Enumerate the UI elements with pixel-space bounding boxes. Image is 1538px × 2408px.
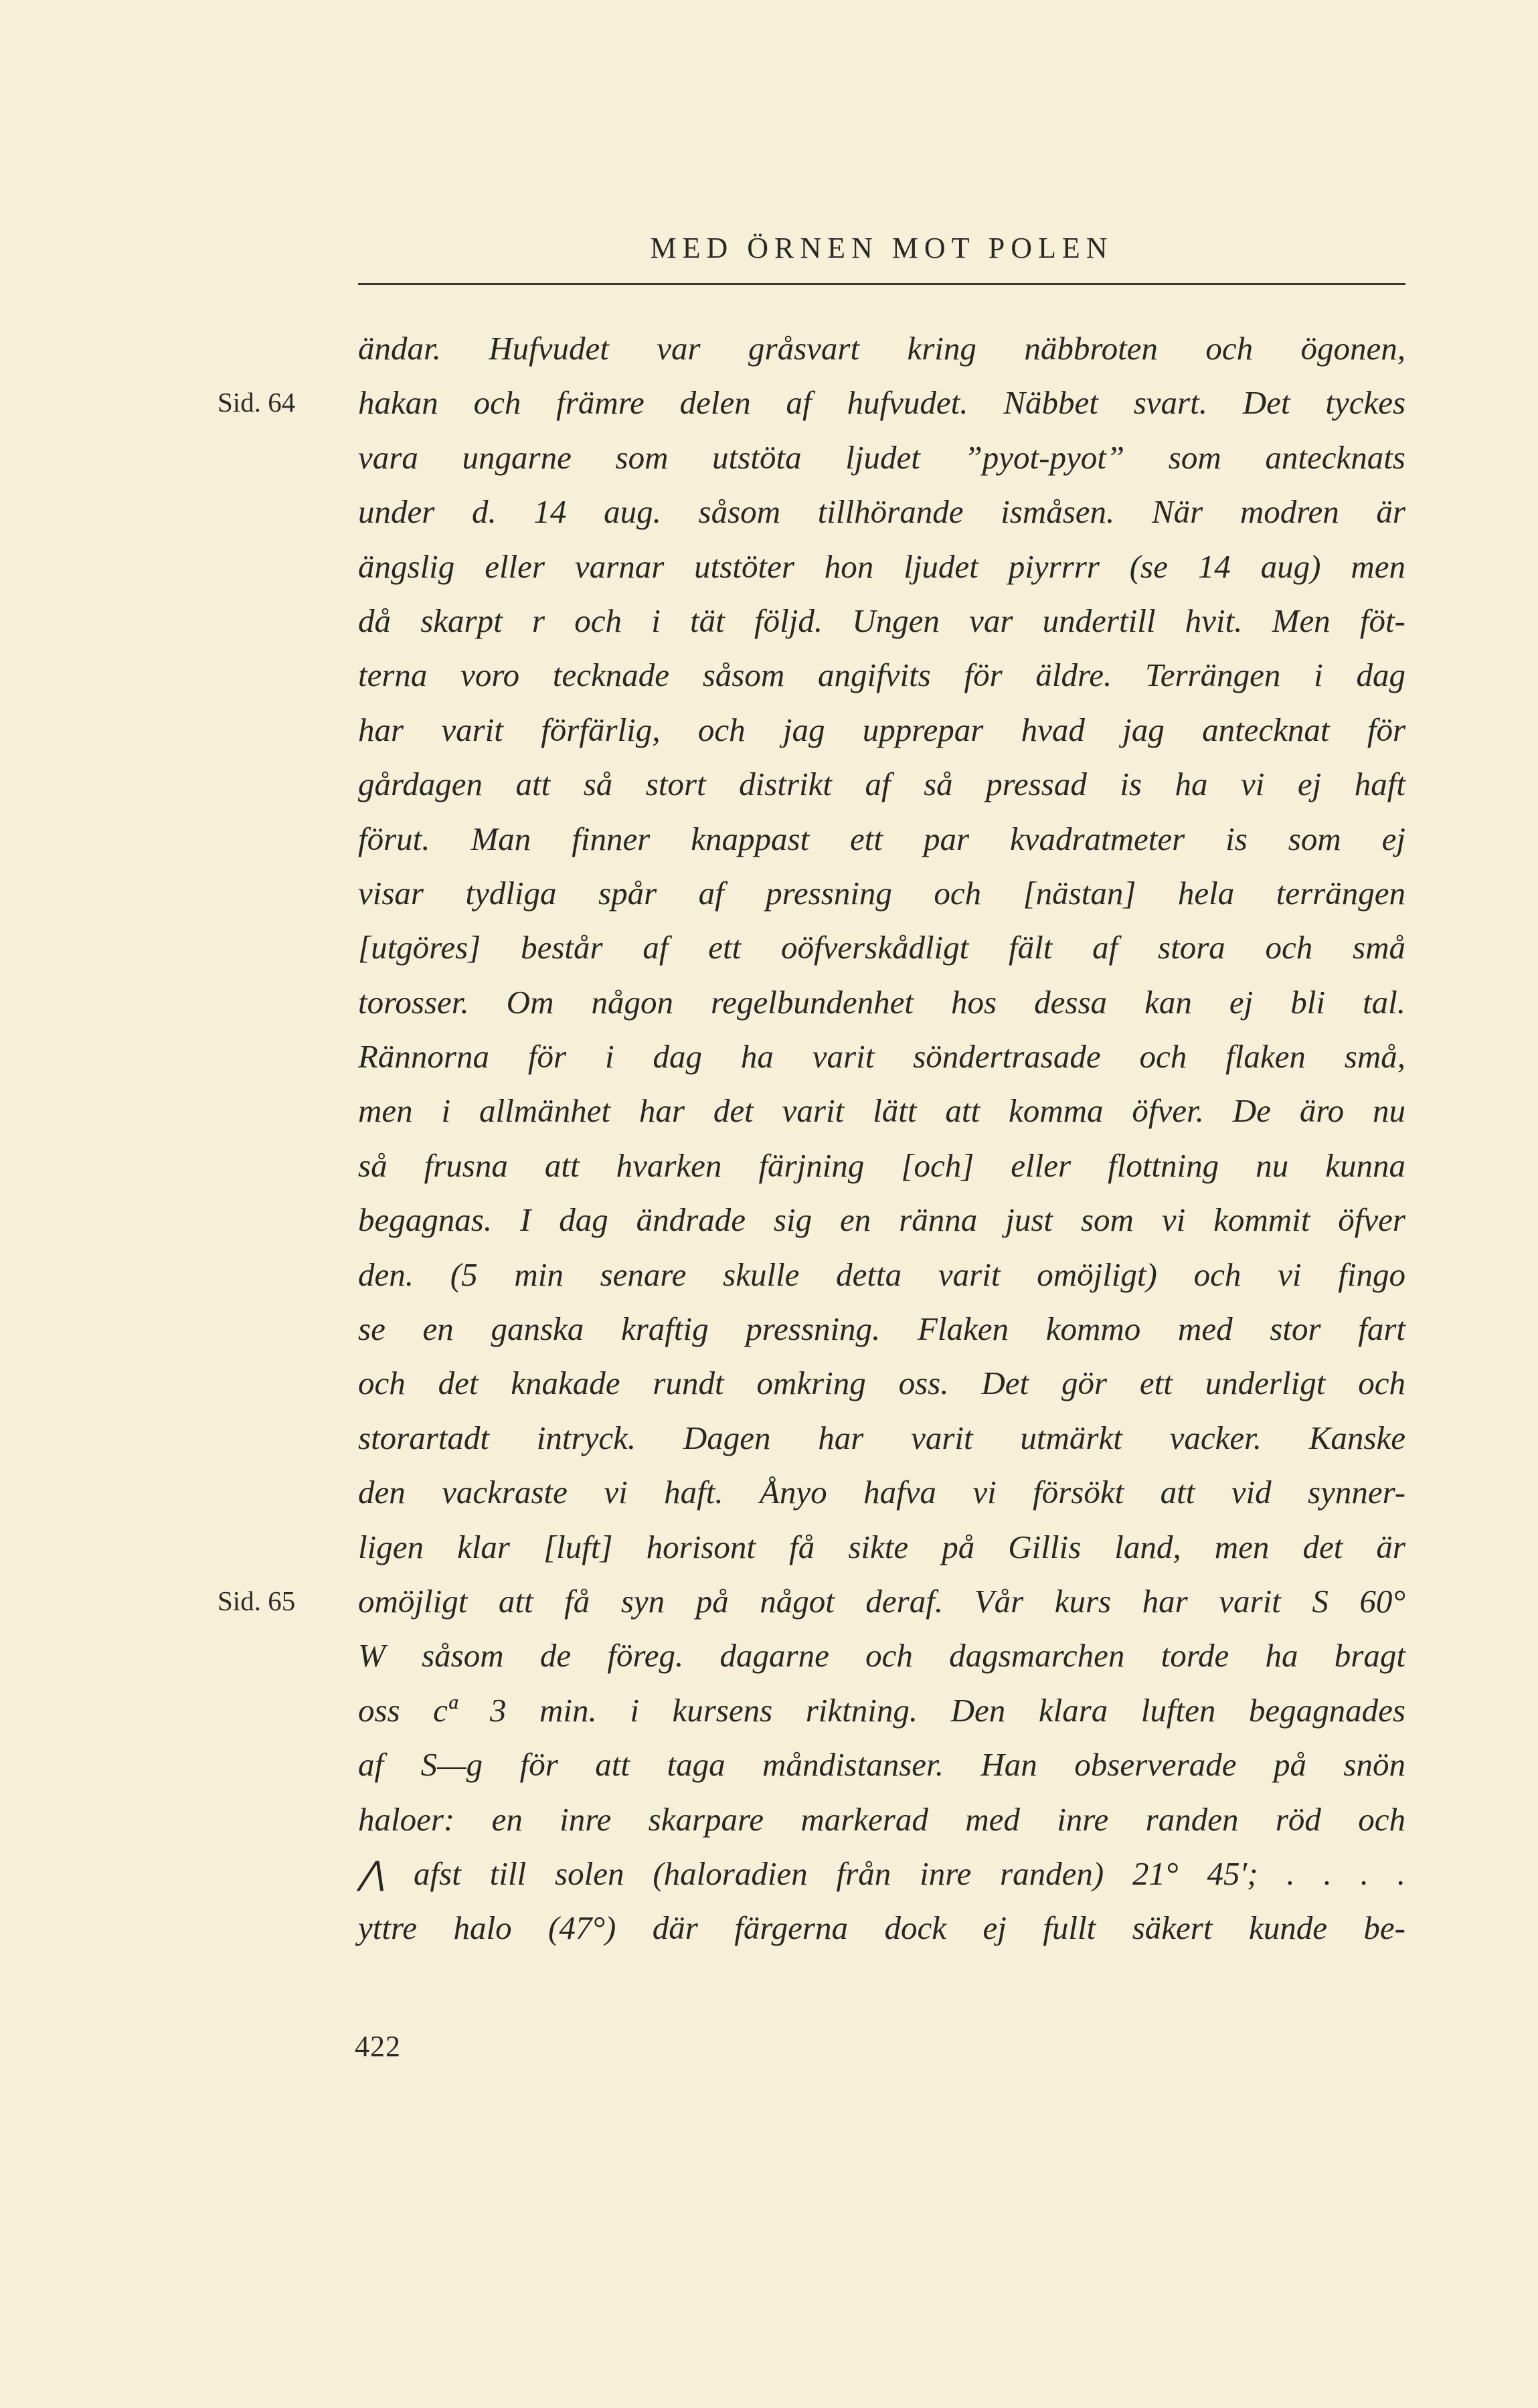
text-line-25: W såsom de föreg. dagarne och dagsmarchen torde ha bragt <box>358 1637 1405 1674</box>
text-line-4: under d. 14 aug. såsom tillhörande ismåsen. När modren är <box>358 493 1405 531</box>
text-line-19: se en ganska kraftig pressning. Flaken kommo med stor fart <box>358 1310 1405 1348</box>
text-line-22: den vackraste vi haft. Ånyo hafva vi försökt att vid synner- <box>358 1474 1406 1511</box>
text-line-15: men i allmänhet har det varit lätt att komma öfver. De äro nu <box>358 1092 1405 1130</box>
running-head: MED ÖRNEN MOT POLEN <box>650 232 1114 264</box>
text-line-20: och det knakade rundt omkring oss. Det gör ett underligt och <box>358 1365 1405 1402</box>
header-rule <box>358 283 1405 285</box>
text-line-27: af S—g för att taga måndistanser. Han observerade på snön <box>358 1746 1405 1784</box>
text-line-16: så frusna att hvarken färjning [och] eller flottning nu kunna <box>358 1146 1405 1184</box>
text-line-30: yttre halo (47°) där färgerna dock ej fullt säkert kunde be- <box>358 1909 1405 1947</box>
text-line-14: Rännorna för i dag ha varit söndertrasade och flaken små, <box>358 1038 1406 1076</box>
page-number: 422 <box>355 2030 401 2063</box>
text-line-8: har varit förfärlig, och jag upprepar hvad jag antecknat för <box>358 711 1406 748</box>
text-line-29: ⋀ afst till solen (haloradien från inre randen) 21° 45′; . . . . <box>358 1855 1405 1892</box>
text-line-3: vara ungarne som utstöta ljudet ”pyot-pyot” som antecknats <box>358 438 1405 476</box>
text-line-5: ängslig eller varnar utstöter hon ljudet piyrrrr (se 14 aug) men <box>358 547 1406 585</box>
text-line-24: Sid. 65 omöjligt att få syn på något deraf. Vår kurs har varit S 60° <box>358 1574 1405 1628</box>
text-line-9: gårdagen att så stort distrikt af så pressad is ha vi ej haft <box>358 766 1405 803</box>
text-line-2: Sid. 64 hakan och främre delen af hufvudet. Näbbet svart. Det tyckes <box>358 375 1405 430</box>
margin-note-sid-65: Sid. 65 <box>218 1585 296 1616</box>
text-line-13: torosser. Om någon regelbundenhet hos dessa kan ej bli tal. <box>358 983 1406 1021</box>
text-line-10: förut. Man finner knappast ett par kvadratmeter is som ej <box>358 820 1406 857</box>
text-line-18: den. (5 min senare skulle detta varit omöjligt) och vi fingo <box>358 1256 1405 1293</box>
text-line-21: storartadt intryck. Dagen har varit utmärkt vacker. Kanske <box>358 1419 1405 1456</box>
body-text <box>218 321 1406 1956</box>
text-line-12: [utgöres] består af ett oöfverskådligt fält af stora och små <box>358 929 1405 966</box>
margin-note-sid-64: Sid. 64 <box>218 387 296 418</box>
text-line-23: ligen klar [luft] horisont få sikte på Gillis land, men det är <box>358 1528 1405 1565</box>
text-line-1: ändar. Hufvudet var gråsvart kring näbbroten och ögonen, <box>358 330 1405 367</box>
text-line-11: visar tydliga spår af pressning och [nästan] hela terrängen <box>358 874 1405 912</box>
text-line-26: oss cª 3 min. i kursens riktning. Den klara luften begagnades <box>358 1691 1406 1729</box>
text-line-7: terna voro tecknade såsom angifvits för äldre. Terrängen i dag <box>358 657 1405 694</box>
text-line-6: då skarpt r och i tät följd. Ungen var undertill hvit. Men föt- <box>358 602 1405 639</box>
text-line-28: haloer: en inre skarpare markerad med inre randen röd och <box>358 1800 1405 1838</box>
text-line-17: begagnas. I dag ändrade sig en ränna just som vi kommit öfver <box>358 1201 1405 1239</box>
